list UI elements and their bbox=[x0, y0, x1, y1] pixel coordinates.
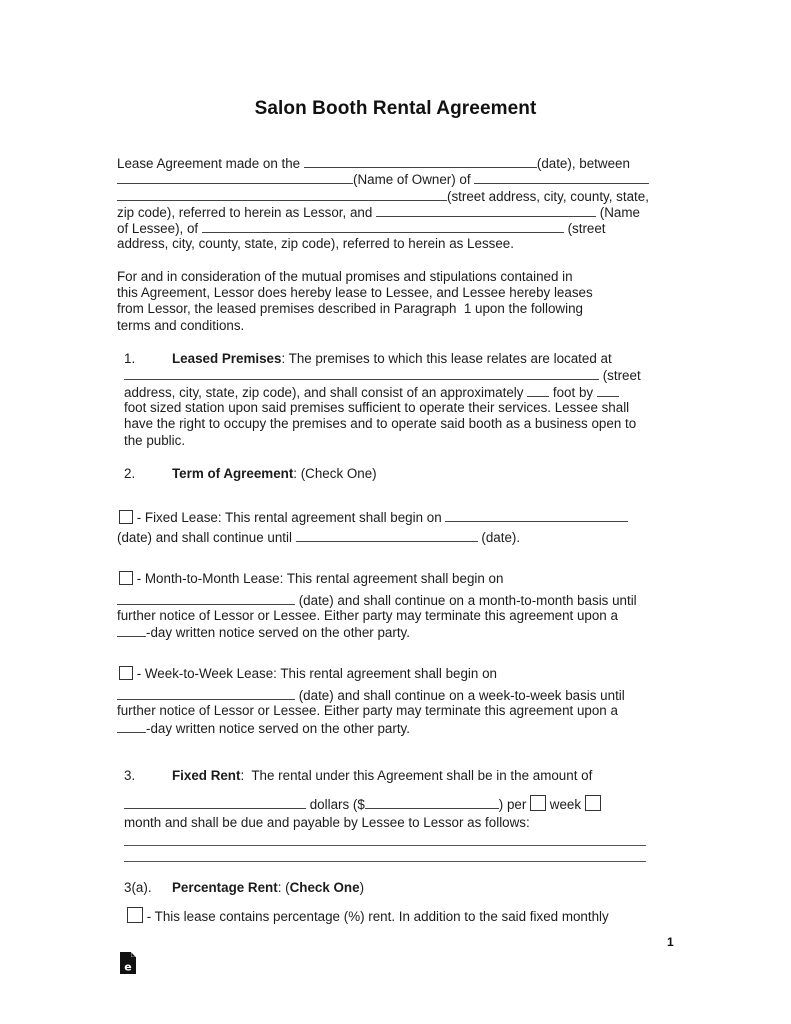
monthly-notice-days-field[interactable] bbox=[117, 624, 146, 637]
intro-line-3 bbox=[117, 188, 649, 205]
length-field[interactable] bbox=[527, 384, 549, 397]
eforms-logo-icon bbox=[120, 952, 136, 974]
section-text: ) bbox=[359, 880, 365, 895]
weekly-lease-line-2 bbox=[117, 687, 625, 704]
section-number: 2. bbox=[124, 466, 136, 481]
month-to-month-checkbox[interactable] bbox=[119, 571, 133, 585]
fixed-lease-line-1 bbox=[119, 509, 628, 526]
section-3-line-3: month and shall be due and payable by Lessee to Lessor as follows: bbox=[124, 815, 530, 830]
payment-terms-line-2[interactable] bbox=[124, 861, 646, 862]
premises-address-field[interactable] bbox=[124, 367, 599, 380]
section-text: dollars ($ bbox=[306, 797, 365, 812]
monthly-lease-line-2 bbox=[117, 592, 637, 609]
option-text: - Month-to-Month Lease: This rental agreement shall begin on bbox=[133, 571, 504, 586]
option-text: -day written notice served on the other party. bbox=[146, 721, 410, 736]
owner-address-field[interactable] bbox=[474, 171, 649, 184]
option-text: - Fixed Lease: This rental agreement shall begin on bbox=[133, 510, 446, 525]
intro-line-1 bbox=[117, 155, 630, 172]
option-text: -day written notice served on the other party. bbox=[146, 625, 410, 640]
section-text: : (Check One) bbox=[293, 466, 377, 481]
section-2-heading-line bbox=[124, 466, 377, 482]
section-3a-line-1 bbox=[127, 907, 609, 925]
section-3a-heading-line bbox=[124, 880, 364, 896]
option-text: (date) and shall continue on a week-to-week basis until bbox=[295, 688, 625, 703]
fixed-lease-line-2 bbox=[117, 529, 520, 546]
per-month-checkbox[interactable] bbox=[585, 795, 601, 811]
weekly-notice-days-field[interactable] bbox=[117, 720, 146, 733]
section-heading: Leased Premises bbox=[172, 351, 282, 366]
consideration-line: this Agreement, Lessor does hereby lease to Lessee, and Lessee hereby leases bbox=[117, 285, 593, 300]
section-heading: Fixed Rent bbox=[172, 768, 241, 783]
section-3-heading-line bbox=[124, 768, 592, 784]
option-text: (date) and shall continue until bbox=[117, 530, 296, 545]
intro-text: (Name of Owner) of bbox=[353, 172, 475, 187]
intro-text: (Name bbox=[596, 205, 640, 220]
percentage-rent-checkbox[interactable] bbox=[127, 907, 143, 923]
section-1-line-6: the public. bbox=[124, 433, 186, 448]
intro-text: (street address, city, county, state, bbox=[447, 189, 649, 204]
intro-text: (date), between bbox=[536, 156, 630, 171]
fixed-lease-checkbox[interactable] bbox=[119, 510, 133, 524]
intro-text: of Lessee), of bbox=[117, 221, 202, 236]
section-text: Check One bbox=[289, 880, 360, 895]
section-1-line-3 bbox=[124, 384, 619, 401]
section-1-line-4: foot sized station upon said premises sufficient to operate their services. Lessee shall bbox=[124, 400, 630, 415]
consideration-line: from Lessor, the leased premises described in Paragraph 1 upon the following bbox=[117, 301, 583, 316]
week-to-week-checkbox[interactable] bbox=[119, 666, 133, 680]
page-number: 1 bbox=[667, 935, 674, 949]
owner-address-field-2[interactable] bbox=[117, 188, 447, 201]
owner-name-field[interactable] bbox=[117, 171, 353, 184]
width-field[interactable] bbox=[597, 384, 619, 397]
section-text: week bbox=[546, 797, 585, 812]
per-week-checkbox[interactable] bbox=[530, 795, 546, 811]
intro-text: (street bbox=[563, 221, 606, 236]
consideration-line: terms and conditions. bbox=[117, 318, 245, 333]
section-text: : ( bbox=[277, 880, 290, 895]
lessee-address-field[interactable] bbox=[202, 220, 564, 233]
fixed-end-date-field[interactable] bbox=[296, 529, 478, 542]
intro-line-5 bbox=[117, 220, 606, 237]
date-field[interactable] bbox=[304, 155, 537, 168]
monthly-start-date-field[interactable] bbox=[117, 592, 295, 605]
monthly-lease-line-3: further notice of Lessor or Lessee. Either party may terminate this agreement upon a bbox=[117, 608, 618, 623]
lessee-name-field[interactable] bbox=[376, 204, 596, 217]
monthly-lease-line-4 bbox=[117, 624, 410, 641]
svg-text:e: e bbox=[124, 960, 132, 974]
section-number: 3. bbox=[124, 768, 136, 783]
section-text: : The premises to which this lease relates are located at bbox=[281, 351, 612, 366]
intro-text: zip code), referred to herein as Lessor, and bbox=[117, 205, 377, 220]
option-text: - Week-to-Week Lease: This rental agreement shall begin on bbox=[133, 666, 497, 681]
section-heading: Percentage Rent bbox=[172, 880, 278, 895]
section-3-line-2 bbox=[124, 795, 601, 813]
intro-line-4 bbox=[117, 204, 640, 221]
option-text: (date). bbox=[477, 530, 521, 545]
section-number: 3(a). bbox=[124, 880, 152, 895]
section-heading: Term of Agreement bbox=[172, 466, 294, 481]
section-1-heading-line bbox=[124, 351, 612, 367]
rent-amount-words-field[interactable] bbox=[124, 796, 306, 809]
section-text: ) per bbox=[498, 797, 531, 812]
section-text: foot by bbox=[549, 385, 597, 400]
intro-line-6: address, city, county, state, zip code), referred to herein as Lessee. bbox=[117, 236, 514, 251]
section-text: (street bbox=[599, 368, 641, 383]
section-text: - This lease contains percentage (%) rent. In addition to the said fixed monthly bbox=[143, 909, 609, 924]
section-text: : The rental under this Agreement shall be in the amount of bbox=[240, 768, 593, 783]
payment-terms-line-1[interactable] bbox=[124, 845, 646, 846]
section-text: address, city, state, zip code), and shall consist of an approximately bbox=[124, 385, 528, 400]
rent-amount-dollars-field[interactable] bbox=[365, 796, 499, 809]
fixed-start-date-field[interactable] bbox=[445, 509, 628, 522]
document-title: Salon Booth Rental Agreement bbox=[254, 98, 537, 119]
intro-line-2 bbox=[117, 171, 649, 188]
section-1-line-5: have the right to occupy the premises and to operate said booth as a business open to bbox=[124, 416, 637, 431]
option-text: (date) and shall continue on a month-to-month basis until bbox=[295, 593, 637, 608]
section-1-line-2 bbox=[124, 367, 641, 384]
weekly-lease-line-1 bbox=[119, 666, 497, 682]
weekly-lease-line-3: further notice of Lessor or Lessee. Either party may terminate this agreement upon a bbox=[117, 703, 618, 718]
monthly-lease-line-1 bbox=[119, 571, 503, 587]
section-number: 1. bbox=[124, 351, 136, 366]
weekly-start-date-field[interactable] bbox=[117, 687, 295, 700]
weekly-lease-line-4 bbox=[117, 720, 410, 737]
consideration-line: For and in consideration of the mutual promises and stipulations contained in bbox=[117, 269, 573, 284]
intro-text: Lease Agreement made on the bbox=[117, 156, 304, 171]
